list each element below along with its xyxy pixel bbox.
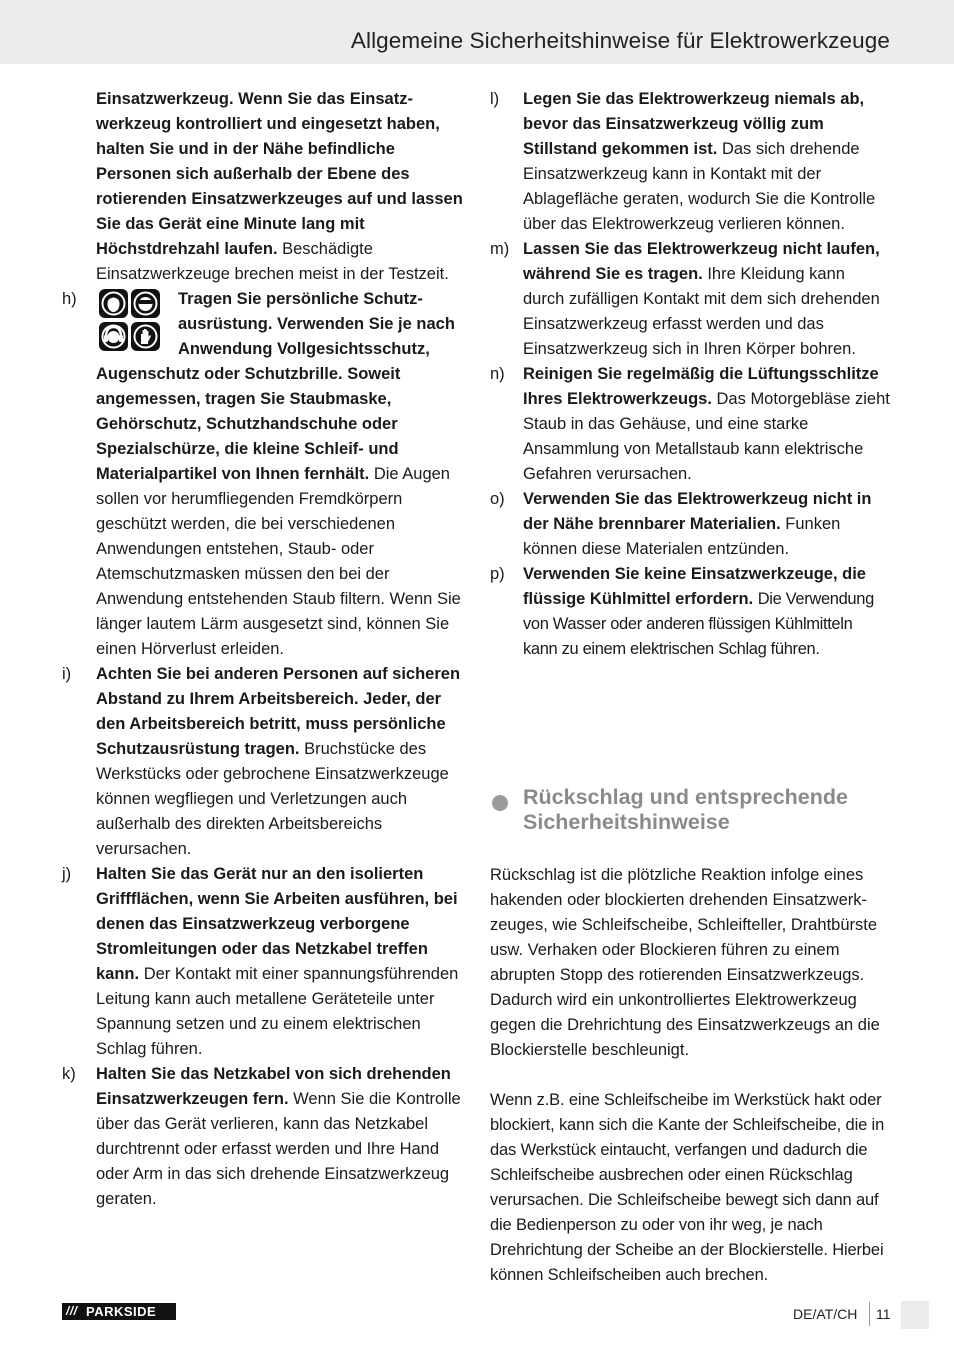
item-label: p): [490, 565, 505, 583]
item-bold-text: Halten Sie das Gerät nur an den isolierten Griffflächen, wenn Sie Arbeiten ausführen, bei denen das Einsatzwerkzeug verborgene Stromleitungen oder das Netzkabel treffen kann.: [96, 865, 458, 983]
item-bold-text: Verwenden Sie keine Einsatzwerkzeuge, die flüssige Kühlmittel erfordern.: [523, 565, 866, 608]
list-item-n: [490, 362, 890, 487]
item-bold-text: Halten Sie das Netzkabel von sich drehenden Einsatzwerkzeugen fern.: [96, 1065, 451, 1108]
logo-stripes: ///: [66, 1304, 78, 1318]
parkside-logo: [62, 1303, 176, 1320]
logo-text: PARKSIDE: [86, 1304, 157, 1319]
kickback-section-heading: [490, 785, 910, 835]
page-header: [0, 0, 954, 64]
item-bold-text: Verwenden Sie das Elektrowerkzeug nicht in der Nähe brennbarer Materialien.: [523, 490, 872, 533]
right-column: [490, 87, 890, 662]
list-item-g-continued: [62, 87, 464, 287]
item-bold-text: Tragen Sie persönliche Schutzausrüstung. Verwenden Sie je nach Anwendung Vollgesichtsschutz, Augenschutz oder Schutzbrille. Soweit angemessen, tragen Sie Staubmaske, Gehörschutz, Schutzhandschuhe oder Spezialschürze, die kleine Schleif- und Materialpartikel von Ihnen fernhält.: [96, 290, 455, 483]
item-bold-text: Lassen Sie das Elektrowerkzeug nicht laufen, während Sie es tragen.: [523, 240, 880, 283]
footer-tab: [901, 1301, 929, 1329]
item-text: Bruchstücke des Werkstücks oder gebrochene Einsatzwerkzeuge können wegfliegen und Verletzungen auch außerhalb des direkten Arbeitsbereichs verursachen.: [96, 740, 449, 858]
section-title: Rückschlag und entsprechende Sicherheitshinweise: [523, 785, 848, 834]
list-item-k: [62, 1062, 464, 1212]
list-item-o: [490, 487, 890, 562]
ear-protection-icon: [99, 322, 128, 351]
item-label: j): [62, 865, 72, 883]
bullet-icon: [492, 795, 508, 811]
item-text: Das Motorgebläse zieht Staub in das Gehäuse, und eine starke Ansammlung von Metallstaub kann elektrische Gefahren verursachen.: [523, 390, 890, 483]
item-text: Funken können diese Materialen entzünden.: [523, 515, 841, 558]
footer-divider: [869, 1302, 870, 1326]
list-item-m: [490, 237, 890, 362]
footer-country-codes: DE/AT/CH: [793, 1306, 858, 1322]
page-number: 11: [876, 1306, 891, 1322]
list-item-h: [62, 287, 464, 662]
gloves-icon: [131, 322, 160, 351]
list-item-l: [490, 87, 890, 237]
item-text: Wenn Sie die Kontrolle über das Gerät verlieren, kann das Netzkabel durchtrennt oder erfasst werden und Ihre Hand oder Arm in das sich drehende Einsatzwerkzeug geraten.: [96, 1090, 461, 1208]
item-text: Die Verwendung von Wasser oder anderen flüssigen Kühlmitteln kann zu einem elektrischen Schlag führen.: [523, 590, 874, 658]
item-label: i): [62, 665, 72, 683]
page-title: Allgemeine Sicherheitshinweise für Elektrowerkzeuge: [350, 28, 890, 53]
item-label: o): [490, 490, 505, 508]
item-text: Die Augen sollen vor herumfliegenden Fremdkörpern geschützt werden, die bei verschiedenen Anwendungen entstehen, Staub- oder Atemschutzmasken müssen den bei der Anwendung entstehenden Staub filtern. Wenn Sie länger lautem Lärm ausgesetzt sind, können Sie einen Hörverlust erleiden.: [96, 465, 461, 658]
list-item-p: [490, 562, 890, 662]
list-item-i: [62, 662, 464, 862]
left-column: [62, 87, 464, 1212]
item-bold-text: Einsatzwerkzeug. Wenn Sie das Einsatzwerkzeug kontrolliert und eingesetzt haben, halten Sie und in der Nähe befindliche Personen sich außerhalb der Ebene des rotierenden Einsatzwerkzeuges auf und lassen Sie das Gerät eine Minute lang mit Höchstdrehzahl laufen.: [96, 90, 463, 258]
face-shield-icon: [99, 289, 128, 318]
item-text: Beschädigte Einsatzwerkzeuge brechen meist in der Testzeit.: [96, 240, 449, 283]
item-text: Ihre Kleidung kann durch zufälligen Kontakt mit dem sich drehenden Einsatzwerkzeug erfasst werden und das Einsatzwerkzeug sich in Ihren Körper bohren.: [523, 265, 880, 358]
item-label: h): [62, 290, 77, 308]
list-item-j: [62, 862, 464, 1062]
kickback-paragraph-1: Rückschlag ist die plötzliche Reaktion infolge eines hakenden oder blockierten drehenden Einsatzwerkzeuges, wie Schleifscheibe, Schleifteller, Drahtbürste usw. Verhaken oder Blockieren führen zu einem abrupten Stopp des rotierenden Einsatzwerkzeugs. Dadurch wird ein unkontrolliertes Elektrowerkzeug gegen die Drehrichtung des Einsatzwerkzeugs an die Blockierstelle beschleunigt.: [490, 866, 880, 1059]
eye-protection-icon: [131, 289, 160, 318]
item-label: l): [490, 90, 500, 108]
ppe-icons: [96, 287, 160, 353]
item-bold-text: Achten Sie bei anderen Personen auf sicheren Abstand zu Ihrem Arbeitsbereich. Jeder, der den Arbeitsbereich betritt, muss persönliche Schutzausrüstung tragen.: [96, 665, 461, 758]
kickback-paragraph-2: Wenn z.B. eine Schleifscheibe im Werkstück hakt oder blockiert, kann sich die Kante der Schleifscheibe, die in das Werkstück eintaucht, verfangen und dadurch die Schleifscheibe ausbrechen oder einen Rückschlag verursachen. Die Schleifscheibe bewegt sich dann auf die Bedienperson zu oder von ihr weg, je nach Drehrichtung der Scheibe an der Blockierstelle. Hierbei können Schleifscheiben auch brechen.: [490, 1091, 885, 1284]
item-label: n): [490, 365, 505, 383]
item-label: k): [62, 1065, 76, 1083]
item-text: Das sich drehende Einsatzwerkzeug kann in Kontakt mit der Ablagefläche geraten, wodurch Sie die Kontrolle über das Elektrowerkzeug verlieren können.: [523, 140, 876, 233]
item-text: Der Kontakt mit einer spannungsführenden Leitung kann auch metallene Geräteteile unter Spannung setzen und zu einem elektrischen Schlag führen.: [96, 965, 459, 1058]
item-bold-text: Reinigen Sie regelmäßig die Lüftungsschlitze Ihres Elektrowerkzeugs.: [523, 365, 879, 408]
item-label: m): [490, 240, 510, 258]
item-bold-text: Legen Sie das Elektrowerkzeug niemals ab, bevor das Einsatzwerkzeug völlig zum Stillstand gekommen ist.: [523, 90, 865, 158]
